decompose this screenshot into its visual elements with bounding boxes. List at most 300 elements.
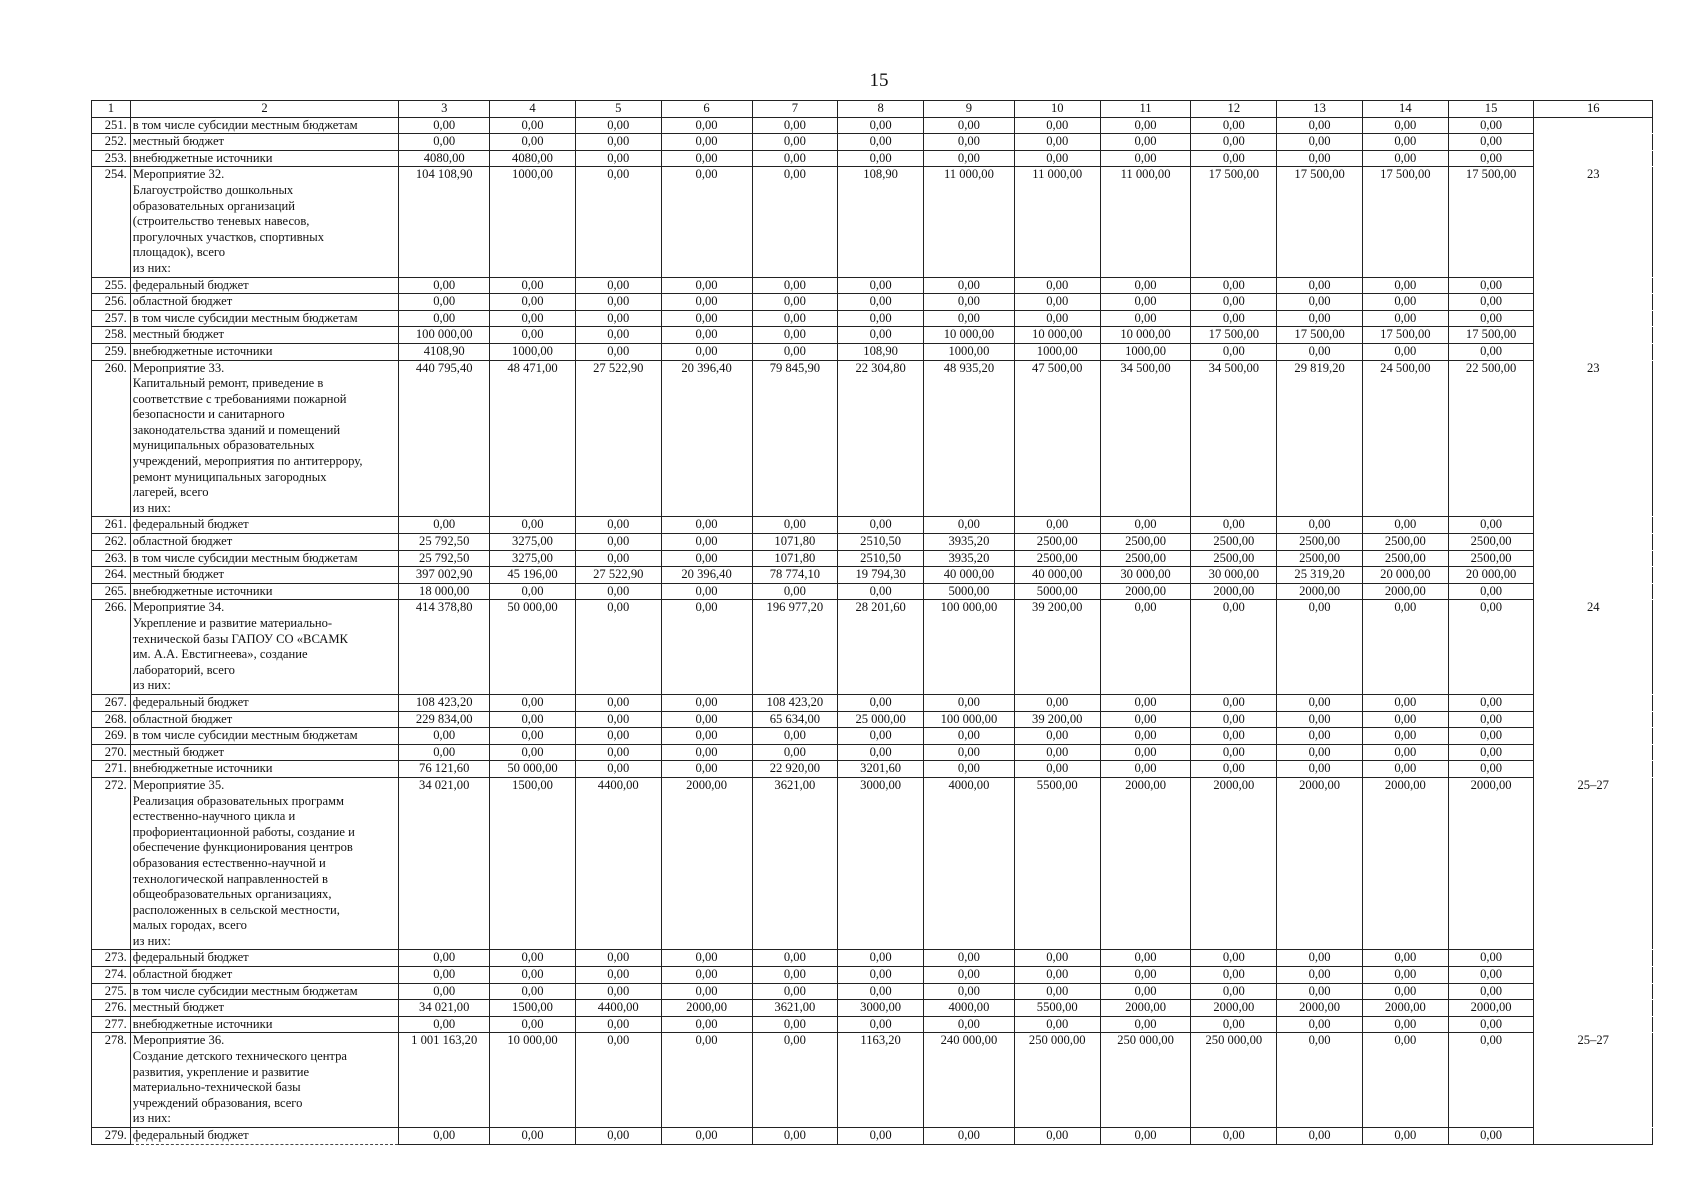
value-cell: 0,00 (661, 728, 752, 745)
value-cell: 0,00 (490, 134, 576, 151)
value-cell: 0,00 (1448, 277, 1534, 294)
value-cell: 0,00 (575, 694, 661, 711)
funding-source-cell: внебюджетные источники (130, 583, 399, 600)
value-cell: 30 000,00 (1191, 567, 1277, 584)
value-cell: 0,00 (924, 694, 1015, 711)
value-cell: 10 000,00 (1100, 327, 1191, 344)
value-cell: 0,00 (1100, 983, 1191, 1000)
value-cell: 0,00 (1014, 294, 1100, 311)
reference-cell (1534, 711, 1653, 728)
reference-cell (1534, 1000, 1653, 1017)
table-row (92, 117, 1653, 134)
value-cell: 0,00 (1100, 517, 1191, 534)
value-cell: 0,00 (1362, 294, 1448, 311)
value-cell: 4000,00 (924, 777, 1015, 950)
value-cell: 0,00 (1448, 761, 1534, 778)
value-cell: 0,00 (1448, 950, 1534, 967)
value-cell: 0,00 (575, 728, 661, 745)
value-cell: 2000,00 (1191, 583, 1277, 600)
row-number-cell: 260. (92, 360, 131, 517)
reference-cell (1534, 567, 1653, 584)
value-cell: 3935,20 (924, 534, 1015, 551)
value-cell: 0,00 (924, 761, 1015, 778)
value-cell: 40 000,00 (924, 567, 1015, 584)
table-body (92, 101, 1653, 1145)
value-cell: 0,00 (399, 950, 490, 967)
reference-cell (1534, 1016, 1653, 1033)
table-row (92, 694, 1653, 711)
reference-cell (1534, 761, 1653, 778)
value-cell: 0,00 (924, 967, 1015, 984)
row-number-cell: 277. (92, 1016, 131, 1033)
table-row (92, 1016, 1653, 1033)
funding-source-cell: в том числе субсидии местным бюджетам (130, 728, 399, 745)
value-cell: 0,00 (924, 117, 1015, 134)
value-cell: 39 200,00 (1014, 600, 1100, 695)
value-cell: 0,00 (490, 277, 576, 294)
value-cell: 0,00 (1448, 744, 1534, 761)
value-cell: 0,00 (1277, 310, 1363, 327)
value-cell: 240 000,00 (924, 1033, 1015, 1128)
value-cell: 0,00 (1448, 728, 1534, 745)
value-cell: 0,00 (1277, 150, 1363, 167)
value-cell: 2500,00 (1362, 550, 1448, 567)
reference-cell: 23 (1534, 167, 1653, 277)
value-cell: 0,00 (752, 983, 838, 1000)
value-cell: 0,00 (1014, 517, 1100, 534)
column-number-cell: 1 (92, 101, 131, 118)
value-cell: 0,00 (1277, 517, 1363, 534)
value-cell: 4080,00 (399, 150, 490, 167)
value-cell: 4108,90 (399, 343, 490, 360)
value-cell: 0,00 (838, 150, 924, 167)
value-cell: 0,00 (1277, 294, 1363, 311)
value-cell: 2500,00 (1191, 550, 1277, 567)
value-cell: 4000,00 (924, 1000, 1015, 1017)
value-cell: 0,00 (1277, 1016, 1363, 1033)
column-number-cell: 14 (1362, 101, 1448, 118)
value-cell: 0,00 (752, 134, 838, 151)
value-cell: 2500,00 (1100, 550, 1191, 567)
value-cell: 0,00 (661, 150, 752, 167)
value-cell: 0,00 (752, 950, 838, 967)
value-cell: 18 000,00 (399, 583, 490, 600)
value-cell: 0,00 (1191, 950, 1277, 967)
value-cell: 47 500,00 (1014, 360, 1100, 517)
value-cell: 0,00 (752, 167, 838, 277)
value-cell: 0,00 (490, 517, 576, 534)
value-cell: 0,00 (490, 1128, 576, 1145)
value-cell: 0,00 (399, 294, 490, 311)
column-number-cell: 5 (575, 101, 661, 118)
value-cell: 0,00 (838, 728, 924, 745)
funding-source-cell: внебюджетные источники (130, 761, 399, 778)
value-cell: 1000,00 (490, 167, 576, 277)
table-row (92, 534, 1653, 551)
value-cell: 0,00 (575, 327, 661, 344)
value-cell: 0,00 (575, 1016, 661, 1033)
value-cell: 0,00 (924, 728, 1015, 745)
value-cell: 0,00 (1014, 983, 1100, 1000)
value-cell: 0,00 (1277, 343, 1363, 360)
measure-description-cell: Мероприятие 35. Реализация образовательных программ естественно-научного цикла и профориентационной работы, создание и обеспечение функционирования центров образования естественно-научной и технологической направленностей в общеобразовательных организациях, расположенных в сельской местности, малых городах, всего из них: (130, 777, 399, 950)
value-cell: 2000,00 (1191, 777, 1277, 950)
table-row (92, 728, 1653, 745)
row-number-cell: 251. (92, 117, 131, 134)
value-cell: 0,00 (1014, 761, 1100, 778)
value-cell: 0,00 (575, 134, 661, 151)
value-cell: 17 500,00 (1448, 327, 1534, 344)
row-number-cell: 268. (92, 711, 131, 728)
measure-description-cell: Мероприятие 36. Создание детского технического центра развития, укрепление и развитие материально-технической базы учреждений образования, всего из них: (130, 1033, 399, 1128)
budget-table-container (91, 100, 1653, 1145)
value-cell: 0,00 (490, 711, 576, 728)
reference-cell (1534, 950, 1653, 967)
reference-cell (1534, 294, 1653, 311)
measure-description-cell: Мероприятие 34. Укрепление и развитие материально- технической базы ГАПОУ СО «ВСАМК им. А.А. Евстигнеева», создание лабораторий, всего из них: (130, 600, 399, 695)
column-number-cell: 4 (490, 101, 576, 118)
value-cell: 0,00 (752, 583, 838, 600)
value-cell: 0,00 (661, 1033, 752, 1128)
value-cell: 0,00 (1014, 728, 1100, 745)
value-cell: 3000,00 (838, 1000, 924, 1017)
value-cell: 11 000,00 (924, 167, 1015, 277)
value-cell: 0,00 (1362, 728, 1448, 745)
funding-source-cell: в том числе субсидии местным бюджетам (130, 983, 399, 1000)
reference-cell (1534, 310, 1653, 327)
value-cell: 11 000,00 (1100, 167, 1191, 277)
column-number-cell: 15 (1448, 101, 1534, 118)
funding-source-cell: внебюджетные источники (130, 150, 399, 167)
value-cell: 3275,00 (490, 534, 576, 551)
value-cell: 10 000,00 (924, 327, 1015, 344)
value-cell: 0,00 (1191, 277, 1277, 294)
value-cell: 2500,00 (1277, 534, 1363, 551)
value-cell: 0,00 (1362, 983, 1448, 1000)
value-cell: 0,00 (1362, 950, 1448, 967)
value-cell: 0,00 (1191, 134, 1277, 151)
value-cell: 19 794,30 (838, 567, 924, 584)
value-cell: 0,00 (924, 517, 1015, 534)
row-number-cell: 271. (92, 761, 131, 778)
value-cell: 0,00 (1100, 294, 1191, 311)
value-cell: 0,00 (490, 310, 576, 327)
value-cell: 17 500,00 (1191, 167, 1277, 277)
value-cell: 2000,00 (1277, 1000, 1363, 1017)
funding-source-cell: федеральный бюджет (130, 950, 399, 967)
funding-source-cell: областной бюджет (130, 294, 399, 311)
value-cell: 0,00 (1100, 1128, 1191, 1145)
value-cell: 1500,00 (490, 1000, 576, 1017)
value-cell: 0,00 (661, 1016, 752, 1033)
value-cell: 0,00 (752, 117, 838, 134)
value-cell: 0,00 (661, 761, 752, 778)
value-cell: 0,00 (490, 728, 576, 745)
value-cell: 0,00 (1362, 1033, 1448, 1128)
value-cell: 0,00 (1448, 150, 1534, 167)
value-cell: 27 522,90 (575, 360, 661, 517)
value-cell: 0,00 (575, 150, 661, 167)
table-row (92, 983, 1653, 1000)
value-cell: 0,00 (838, 310, 924, 327)
value-cell: 250 000,00 (1100, 1033, 1191, 1128)
value-cell: 0,00 (1100, 744, 1191, 761)
value-cell: 0,00 (1448, 1128, 1534, 1145)
row-number-cell: 261. (92, 517, 131, 534)
value-cell: 0,00 (924, 950, 1015, 967)
value-cell: 0,00 (1448, 343, 1534, 360)
value-cell: 50 000,00 (490, 600, 576, 695)
column-number-row (92, 101, 1653, 118)
column-number-cell: 12 (1191, 101, 1277, 118)
value-cell: 0,00 (490, 967, 576, 984)
value-cell: 3621,00 (752, 777, 838, 950)
value-cell: 0,00 (924, 134, 1015, 151)
value-cell: 0,00 (575, 310, 661, 327)
value-cell: 1 001 163,20 (399, 1033, 490, 1128)
table-row (92, 277, 1653, 294)
value-cell: 0,00 (1014, 694, 1100, 711)
value-cell: 0,00 (1100, 1016, 1191, 1033)
value-cell: 5000,00 (924, 583, 1015, 600)
value-cell: 17 500,00 (1191, 327, 1277, 344)
funding-source-cell: местный бюджет (130, 134, 399, 151)
value-cell: 0,00 (1191, 694, 1277, 711)
value-cell: 4400,00 (575, 777, 661, 950)
column-number-cell: 16 (1534, 101, 1653, 118)
value-cell: 2000,00 (1100, 583, 1191, 600)
value-cell: 3621,00 (752, 1000, 838, 1017)
value-cell: 3935,20 (924, 550, 1015, 567)
table-row (92, 1000, 1653, 1017)
value-cell: 0,00 (838, 134, 924, 151)
funding-source-cell: местный бюджет (130, 567, 399, 584)
value-cell: 2000,00 (1277, 583, 1363, 600)
value-cell: 0,00 (1014, 967, 1100, 984)
value-cell: 250 000,00 (1014, 1033, 1100, 1128)
column-number-cell: 7 (752, 101, 838, 118)
row-number-cell: 257. (92, 310, 131, 327)
value-cell: 108 423,20 (752, 694, 838, 711)
value-cell: 34 021,00 (399, 777, 490, 950)
value-cell: 0,00 (1191, 517, 1277, 534)
value-cell: 0,00 (399, 277, 490, 294)
funding-source-cell: федеральный бюджет (130, 1128, 399, 1145)
value-cell: 0,00 (1191, 1128, 1277, 1145)
table-row (92, 150, 1653, 167)
value-cell: 1071,80 (752, 550, 838, 567)
table-row (92, 1128, 1653, 1145)
column-number-cell: 11 (1100, 101, 1191, 118)
value-cell: 79 845,90 (752, 360, 838, 517)
value-cell: 108,90 (838, 167, 924, 277)
table-row (92, 310, 1653, 327)
column-number-cell: 2 (130, 101, 399, 118)
value-cell: 0,00 (752, 744, 838, 761)
value-cell: 34 500,00 (1100, 360, 1191, 517)
value-cell: 0,00 (575, 534, 661, 551)
value-cell: 0,00 (399, 744, 490, 761)
value-cell: 5000,00 (1014, 583, 1100, 600)
value-cell: 100 000,00 (924, 600, 1015, 695)
value-cell: 25 792,50 (399, 534, 490, 551)
value-cell: 0,00 (1277, 983, 1363, 1000)
value-cell: 0,00 (575, 167, 661, 277)
value-cell: 0,00 (1277, 600, 1363, 695)
funding-source-cell: областной бюджет (130, 711, 399, 728)
value-cell: 2000,00 (661, 1000, 752, 1017)
reference-cell (1534, 327, 1653, 344)
value-cell: 0,00 (661, 343, 752, 360)
value-cell: 0,00 (399, 967, 490, 984)
funding-source-cell: в том числе субсидии местным бюджетам (130, 310, 399, 327)
value-cell: 0,00 (575, 517, 661, 534)
value-cell: 0,00 (1362, 694, 1448, 711)
value-cell: 76 121,60 (399, 761, 490, 778)
value-cell: 0,00 (838, 694, 924, 711)
value-cell: 0,00 (661, 583, 752, 600)
funding-source-cell: в том числе субсидии местным бюджетам (130, 550, 399, 567)
value-cell: 0,00 (1191, 150, 1277, 167)
value-cell: 0,00 (1014, 277, 1100, 294)
value-cell: 0,00 (752, 310, 838, 327)
value-cell: 0,00 (575, 711, 661, 728)
value-cell: 0,00 (752, 277, 838, 294)
value-cell: 0,00 (661, 534, 752, 551)
value-cell: 0,00 (399, 310, 490, 327)
value-cell: 5500,00 (1014, 1000, 1100, 1017)
value-cell: 0,00 (399, 983, 490, 1000)
value-cell: 0,00 (661, 967, 752, 984)
value-cell: 25 000,00 (838, 711, 924, 728)
value-cell: 0,00 (1100, 310, 1191, 327)
value-cell: 2000,00 (1100, 1000, 1191, 1017)
value-cell: 11 000,00 (1014, 167, 1100, 277)
value-cell: 0,00 (838, 117, 924, 134)
value-cell: 34 500,00 (1191, 360, 1277, 517)
value-cell: 0,00 (661, 1128, 752, 1145)
value-cell: 0,00 (575, 277, 661, 294)
value-cell: 1500,00 (490, 777, 576, 950)
value-cell: 39 200,00 (1014, 711, 1100, 728)
value-cell: 0,00 (490, 694, 576, 711)
value-cell: 414 378,80 (399, 600, 490, 695)
row-number-cell: 274. (92, 967, 131, 984)
value-cell: 0,00 (490, 294, 576, 311)
value-cell: 108,90 (838, 343, 924, 360)
value-cell: 0,00 (1277, 967, 1363, 984)
column-number-cell: 8 (838, 101, 924, 118)
reference-cell (1534, 134, 1653, 151)
value-cell: 0,00 (1277, 134, 1363, 151)
value-cell: 2500,00 (1362, 534, 1448, 551)
value-cell: 0,00 (661, 983, 752, 1000)
value-cell: 1000,00 (1100, 343, 1191, 360)
row-number-cell: 273. (92, 950, 131, 967)
value-cell: 0,00 (838, 744, 924, 761)
table-row (92, 967, 1653, 984)
value-cell: 0,00 (752, 1033, 838, 1128)
row-number-cell: 259. (92, 343, 131, 360)
value-cell: 100 000,00 (399, 327, 490, 344)
value-cell: 0,00 (752, 327, 838, 344)
value-cell: 0,00 (661, 117, 752, 134)
value-cell: 0,00 (1277, 950, 1363, 967)
funding-source-cell: федеральный бюджет (130, 694, 399, 711)
value-cell: 0,00 (1448, 134, 1534, 151)
row-number-cell: 264. (92, 567, 131, 584)
column-number-cell: 9 (924, 101, 1015, 118)
value-cell: 0,00 (1448, 517, 1534, 534)
value-cell: 20 000,00 (1362, 567, 1448, 584)
value-cell: 2500,00 (1277, 550, 1363, 567)
value-cell: 0,00 (575, 1128, 661, 1145)
funding-source-cell: внебюджетные источники (130, 1016, 399, 1033)
value-cell: 0,00 (399, 117, 490, 134)
table-row (92, 167, 1653, 277)
value-cell: 0,00 (1014, 1128, 1100, 1145)
value-cell: 17 500,00 (1448, 167, 1534, 277)
value-cell: 0,00 (838, 583, 924, 600)
value-cell: 0,00 (575, 967, 661, 984)
value-cell: 0,00 (1191, 761, 1277, 778)
column-number-cell: 10 (1014, 101, 1100, 118)
value-cell: 0,00 (661, 134, 752, 151)
value-cell: 34 021,00 (399, 1000, 490, 1017)
value-cell: 20 396,40 (661, 567, 752, 584)
value-cell: 0,00 (924, 744, 1015, 761)
budget-table (91, 100, 1653, 1145)
value-cell: 0,00 (490, 583, 576, 600)
value-cell: 4400,00 (575, 1000, 661, 1017)
value-cell: 27 522,90 (575, 567, 661, 584)
reference-cell (1534, 983, 1653, 1000)
value-cell: 5500,00 (1014, 777, 1100, 950)
value-cell: 0,00 (1100, 950, 1191, 967)
value-cell: 0,00 (1277, 744, 1363, 761)
value-cell: 0,00 (1277, 728, 1363, 745)
value-cell: 0,00 (1191, 967, 1277, 984)
funding-source-cell: местный бюджет (130, 1000, 399, 1017)
value-cell: 45 196,00 (490, 567, 576, 584)
value-cell: 2000,00 (1448, 1000, 1534, 1017)
value-cell: 0,00 (924, 1016, 1015, 1033)
reference-cell (1534, 550, 1653, 567)
value-cell: 0,00 (924, 277, 1015, 294)
value-cell: 0,00 (1100, 711, 1191, 728)
value-cell: 0,00 (1362, 1016, 1448, 1033)
value-cell: 0,00 (399, 134, 490, 151)
measure-description-cell: Мероприятие 33. Капитальный ремонт, приведение в соответствие с требованиями пожарной безопасности и санитарного законодательства зданий и помещений муниципальных образовательных учреждений, мероприятия по антитеррору, ремонт муниципальных загородных лагерей, всего из них: (130, 360, 399, 517)
value-cell: 104 108,90 (399, 167, 490, 277)
row-number-cell: 275. (92, 983, 131, 1000)
value-cell: 0,00 (924, 1128, 1015, 1145)
funding-source-cell: внебюджетные источники (130, 343, 399, 360)
value-cell: 0,00 (1191, 711, 1277, 728)
table-row (92, 134, 1653, 151)
value-cell: 0,00 (1277, 761, 1363, 778)
row-number-cell: 278. (92, 1033, 131, 1128)
value-cell: 0,00 (1362, 761, 1448, 778)
reference-cell (1534, 744, 1653, 761)
value-cell: 2500,00 (1014, 550, 1100, 567)
value-cell: 0,00 (752, 294, 838, 311)
value-cell: 0,00 (1191, 600, 1277, 695)
value-cell: 0,00 (1448, 117, 1534, 134)
value-cell: 0,00 (575, 294, 661, 311)
value-cell: 2000,00 (1277, 777, 1363, 950)
value-cell: 48 471,00 (490, 360, 576, 517)
